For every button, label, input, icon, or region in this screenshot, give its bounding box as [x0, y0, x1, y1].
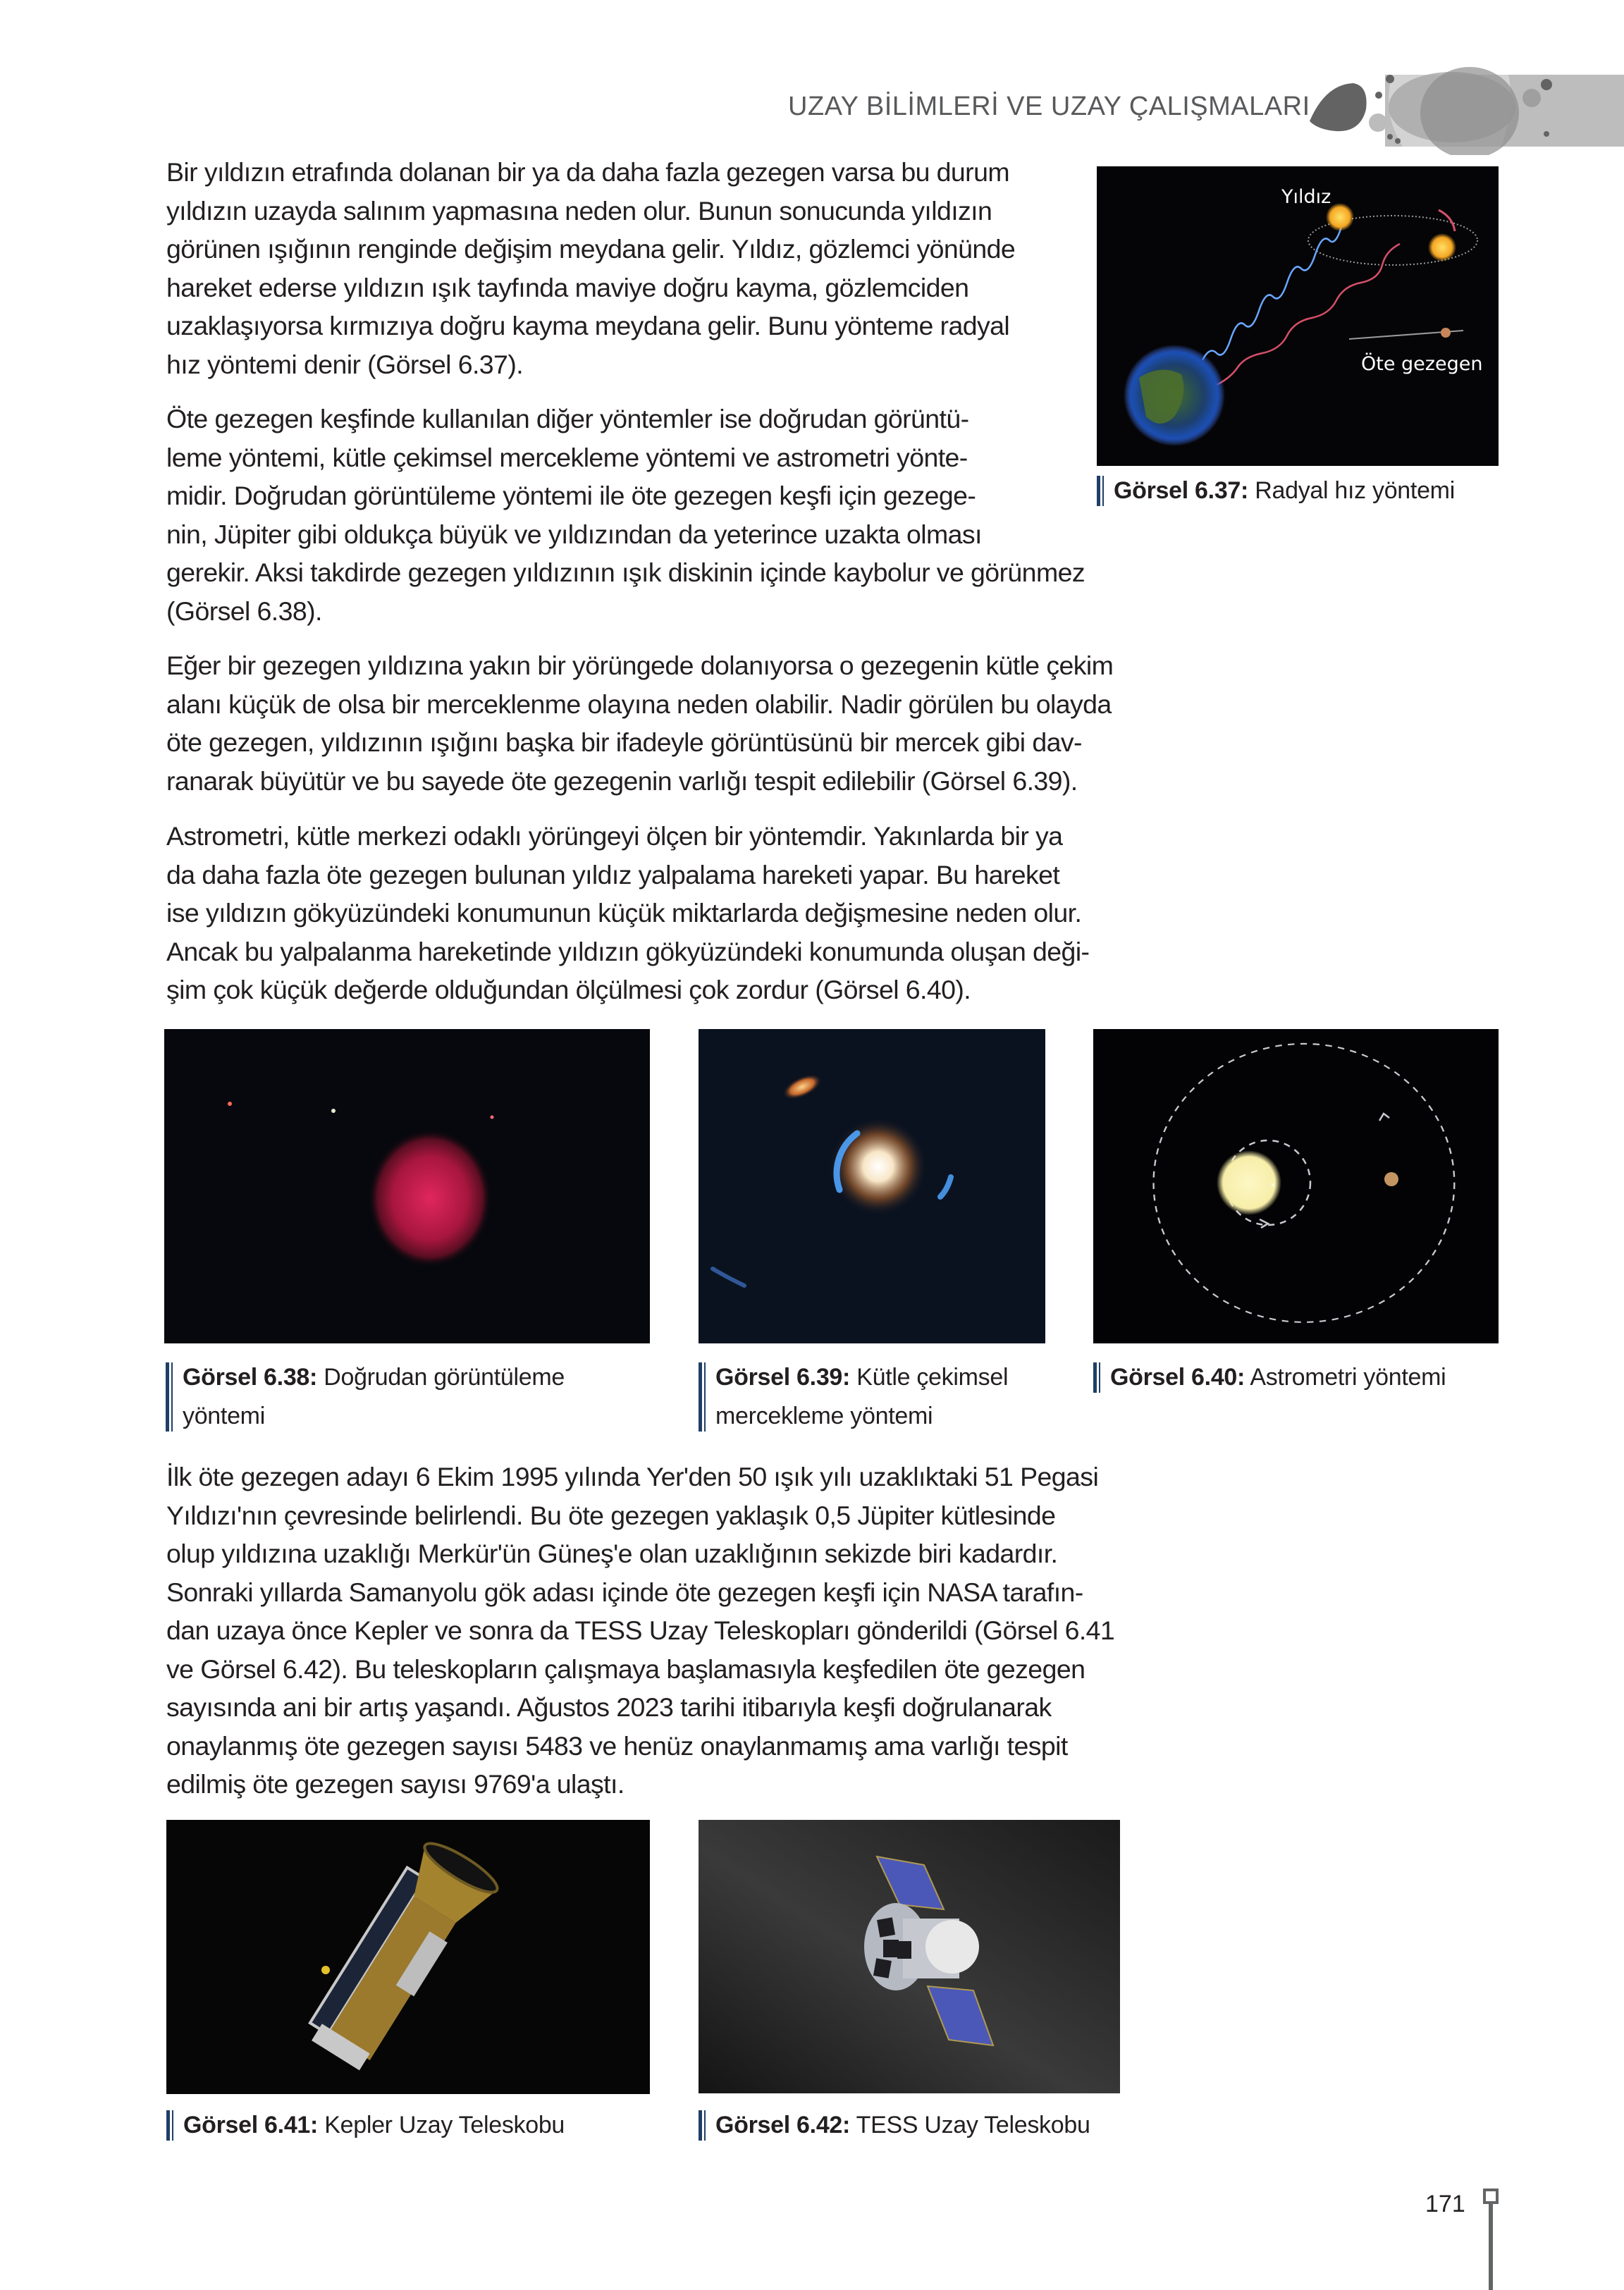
text-line: edilmiş öte gezegen sayısı 9769'a ulaştı. [166, 1769, 625, 1799]
caption-title: TESS Uzay Teleskobu [856, 2112, 1090, 2138]
caption-6-40 [1093, 1358, 1446, 1397]
caption-title-cont: yöntemi [183, 1403, 265, 1429]
paragraph-other-methods [166, 400, 1188, 630]
text-line: Yıldızı'nın çevresinde belirlendi. Bu öte gezegen yaklaşık 0,5 Jüpiter kütlesinde [166, 1500, 1056, 1530]
text-line: öte gezegen, yıldızının ışığını başka bir ifadeyle görüntüsünü bir mercek gibi dav- [166, 727, 1082, 757]
text-line: Öte gezegen keşfinde kullanılan diğer yöntemler ise doğrudan görüntü- [166, 404, 969, 433]
caption-label: Görsel 6.37: [1114, 477, 1249, 504]
caption-label: Görsel 6.40: [1110, 1364, 1245, 1391]
text-line: yıldızın uzayda salınım yapmasına neden olur. Bunun sonucunda yıldızın [166, 195, 992, 226]
caption-label: Görsel 6.38: [183, 1364, 318, 1391]
text-line: görünen ışığının renginde değişim meydana gelir. Yıldız, gözlemci yönünde [166, 234, 1016, 264]
text-line: Ancak bu yalpalanma hareketinde yıldızın gökyüzündeki konumunda oluşan deği- [166, 936, 1090, 966]
text-line: hareket ederse yıldızın ışık tayfında maviye doğru kayma, gözlemciden [166, 272, 969, 302]
figure-6-41-kepler-telescope [166, 1820, 650, 2094]
text-line: şim çok küçük değerde olduğundan ölçülmesi çok zordur (Görsel 6.40). [166, 975, 971, 1004]
text-line: alanı küçük de olsa bir merceklenme olayına neden olabilir. Nadir görülen bu olayda [166, 689, 1112, 719]
page-marker-icon [1483, 2189, 1499, 2204]
paragraph-lensing [166, 646, 1188, 800]
text-line: leme yöntemi, kütle çekimsel mercekleme yöntemi ve astrometri yönte- [166, 442, 968, 472]
caption-6-41 [166, 2106, 565, 2145]
figure-6-42-tess-telescope [699, 1820, 1120, 2093]
text-line: hız yöntemi denir (Görsel 6.37). [166, 349, 524, 379]
page-marker-line [1489, 2204, 1493, 2290]
text-line: Eğer bir gezegen yıldızına yakın bir yörüngede dolanıyorsa o gezegenin kütle çekim [166, 651, 1114, 680]
text-line: ranarak büyütür ve bu sayede öte gezegenin varlığı tespit edilebilir (Görsel 6.39). [166, 765, 1078, 796]
paragraph-astrometry [166, 817, 1188, 1009]
caption-title: Radyal hız yöntemi [1255, 477, 1455, 504]
caption-label: Görsel 6.39: [715, 1364, 851, 1391]
label-star: Yıldız [1281, 186, 1331, 208]
figure-6-39-gravitational-lensing [699, 1029, 1045, 1343]
text-line: (Görsel 6.38). [166, 596, 322, 626]
caption-label: Görsel 6.41: [183, 2112, 319, 2138]
caption-title: Astrometri yöntemi [1250, 1364, 1446, 1391]
text-line: uzaklaşıyorsa kırmızıya doğru kayma meydana gelir. Bunu yönteme radyal [166, 311, 1010, 340]
header-decoration-bubbles [1304, 63, 1624, 155]
caption-title: Kütle çekimsel [856, 1364, 1009, 1391]
page-number: 171 [1425, 2191, 1465, 2217]
paragraph-history [166, 1458, 1188, 1804]
text-line: ve Görsel 6.42). Bu teleskopların çalışmaya başlamasıyla keşfedilen öte gezegen [166, 1654, 1085, 1684]
caption-6-42 [699, 2106, 1090, 2145]
caption-title: Kepler Uzay Teleskobu [324, 2112, 565, 2138]
text-line: nin, Jüpiter gibi oldukça büyük ve yıldızından da yeterince uzakta olması [166, 519, 982, 549]
text-line: olup yıldızına uzaklığı Merkür'ün Güneş'e olan uzaklığının sekizde biri kadardır. [166, 1539, 1058, 1568]
text-line: Astrometri, kütle merkezi odaklı yörüngeyi ölçen bir yöntemdir. Yakınlarda bir ya [166, 821, 1063, 851]
text-line: dan uzaya önce Kepler ve sonra da TESS Uzay Teleskopları gönderildi (Görsel 6.41 [166, 1615, 1115, 1645]
text-line: midir. Doğrudan görüntüleme yöntemi ile öte gezegen keşfi için gezege- [166, 481, 976, 510]
caption-label: Görsel 6.42: [715, 2112, 851, 2138]
text-line: Sonraki yıllarda Samanyolu gök adası içinde öte gezegen keşfi için NASA tarafın- [166, 1577, 1083, 1607]
center-of-mass-marker: x [1271, 1181, 1275, 1189]
caption-6-38 [166, 1358, 565, 1436]
chapter-title: UZAY BİLİMLERİ VE UZAY ÇALIŞMALARI [788, 92, 1310, 121]
caption-6-39 [699, 1358, 1008, 1436]
text-line: Bir yıldızın etrafında dolanan bir ya da daha fazla gezegen varsa bu durum [166, 157, 1009, 187]
figure-6-38-direct-imaging [164, 1029, 650, 1343]
text-line: sayısında ani bir artış yaşandı. Ağustos 2023 tarihi itibarıyla keşfi doğrulanarak [166, 1692, 1052, 1722]
caption-title-cont: mercekleme yöntemi [715, 1403, 933, 1429]
text-line: İlk öte gezegen adayı 6 Ekim 1995 yılında Yer'den 50 ışık yılı uzaklıktaki 51 Pegasi [166, 1462, 1099, 1491]
text-line: ise yıldızın gökyüzündeki konumunun küçük miktarlarda değişmesine neden olur. [166, 898, 1082, 928]
label-exoplanet: Öte gezegen [1361, 353, 1483, 375]
figure-6-40-astrometry [1093, 1029, 1499, 1343]
paragraph-radial-velocity [166, 153, 1065, 383]
caption-title: Doğrudan görüntüleme [324, 1364, 565, 1391]
text-line: onaylanmış öte gezegen sayısı 5483 ve henüz onaylanmamış ama varlığı tespit [166, 1730, 1068, 1761]
text-line: da daha fazla öte gezegen bulunan yıldız yalpalama hareketi yapar. Bu hareket [166, 859, 1060, 889]
text-line: gerekir. Aksi takdirde gezegen yıldızının ışık diskinin içinde kaybolur ve görünmez [166, 558, 1085, 587]
